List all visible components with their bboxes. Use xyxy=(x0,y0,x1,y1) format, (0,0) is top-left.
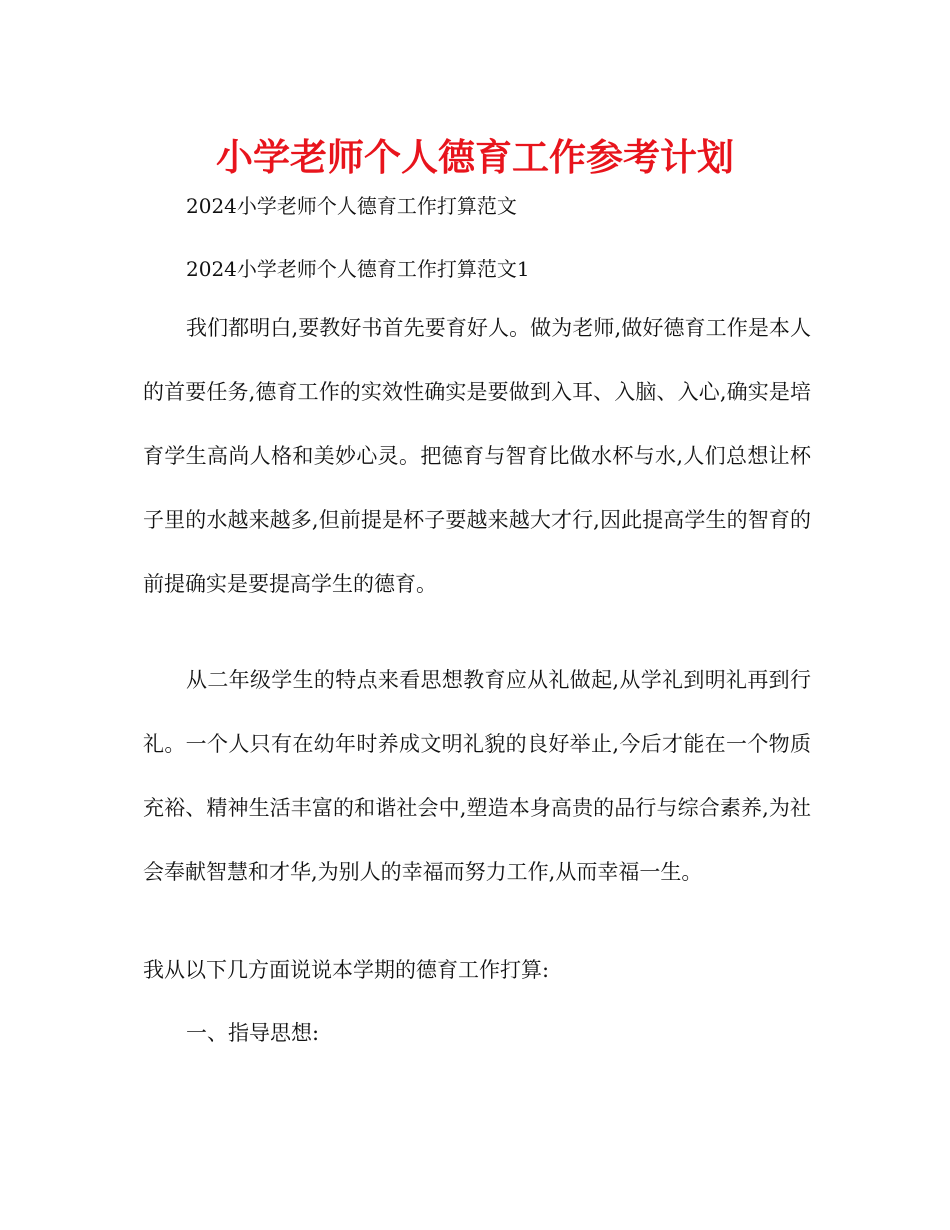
body-paragraph-1: 我们都明白,要教好书首先要育好人。做为老师,做好德育工作是本人的首要任务,德育工作的实效性确实是要做到入耳、入脑、入心,确实是培育学生高尚人格和美妙心灵。把德育与智育比做水杯与水,人们总想让杯子里的水越来越多,但前提是杯子要越来越大才行,因此提高学生的智育的前提确实是要提高学生的德育。 xyxy=(143,316,811,596)
intro-line: 我从以下几方面说说本学期的德育工作打算: xyxy=(143,958,550,982)
section-heading: 一、指导思想: xyxy=(186,1021,320,1045)
subtitle-line-2: 2024小学老师个人德育工作打算范文1 xyxy=(186,257,530,281)
body-paragraph-2: 从二年级学生的特点来看思想教育应从礼做起,从学礼到明礼再到行礼。一个人只有在幼年时养成文明礼貌的良好举止,今后才能在一个物质充裕、精神生活丰富的和谐社会中,塑造本身高贵的品行与综合素养,为社会奉献智慧和才华,为别人的幸福而努力工作,从而幸福一生。 xyxy=(143,668,811,884)
document-title: 小学老师个人德育工作参考计划 xyxy=(216,136,734,179)
subtitle-line-1: 2024小学老师个人德育工作打算范文 xyxy=(186,194,517,218)
